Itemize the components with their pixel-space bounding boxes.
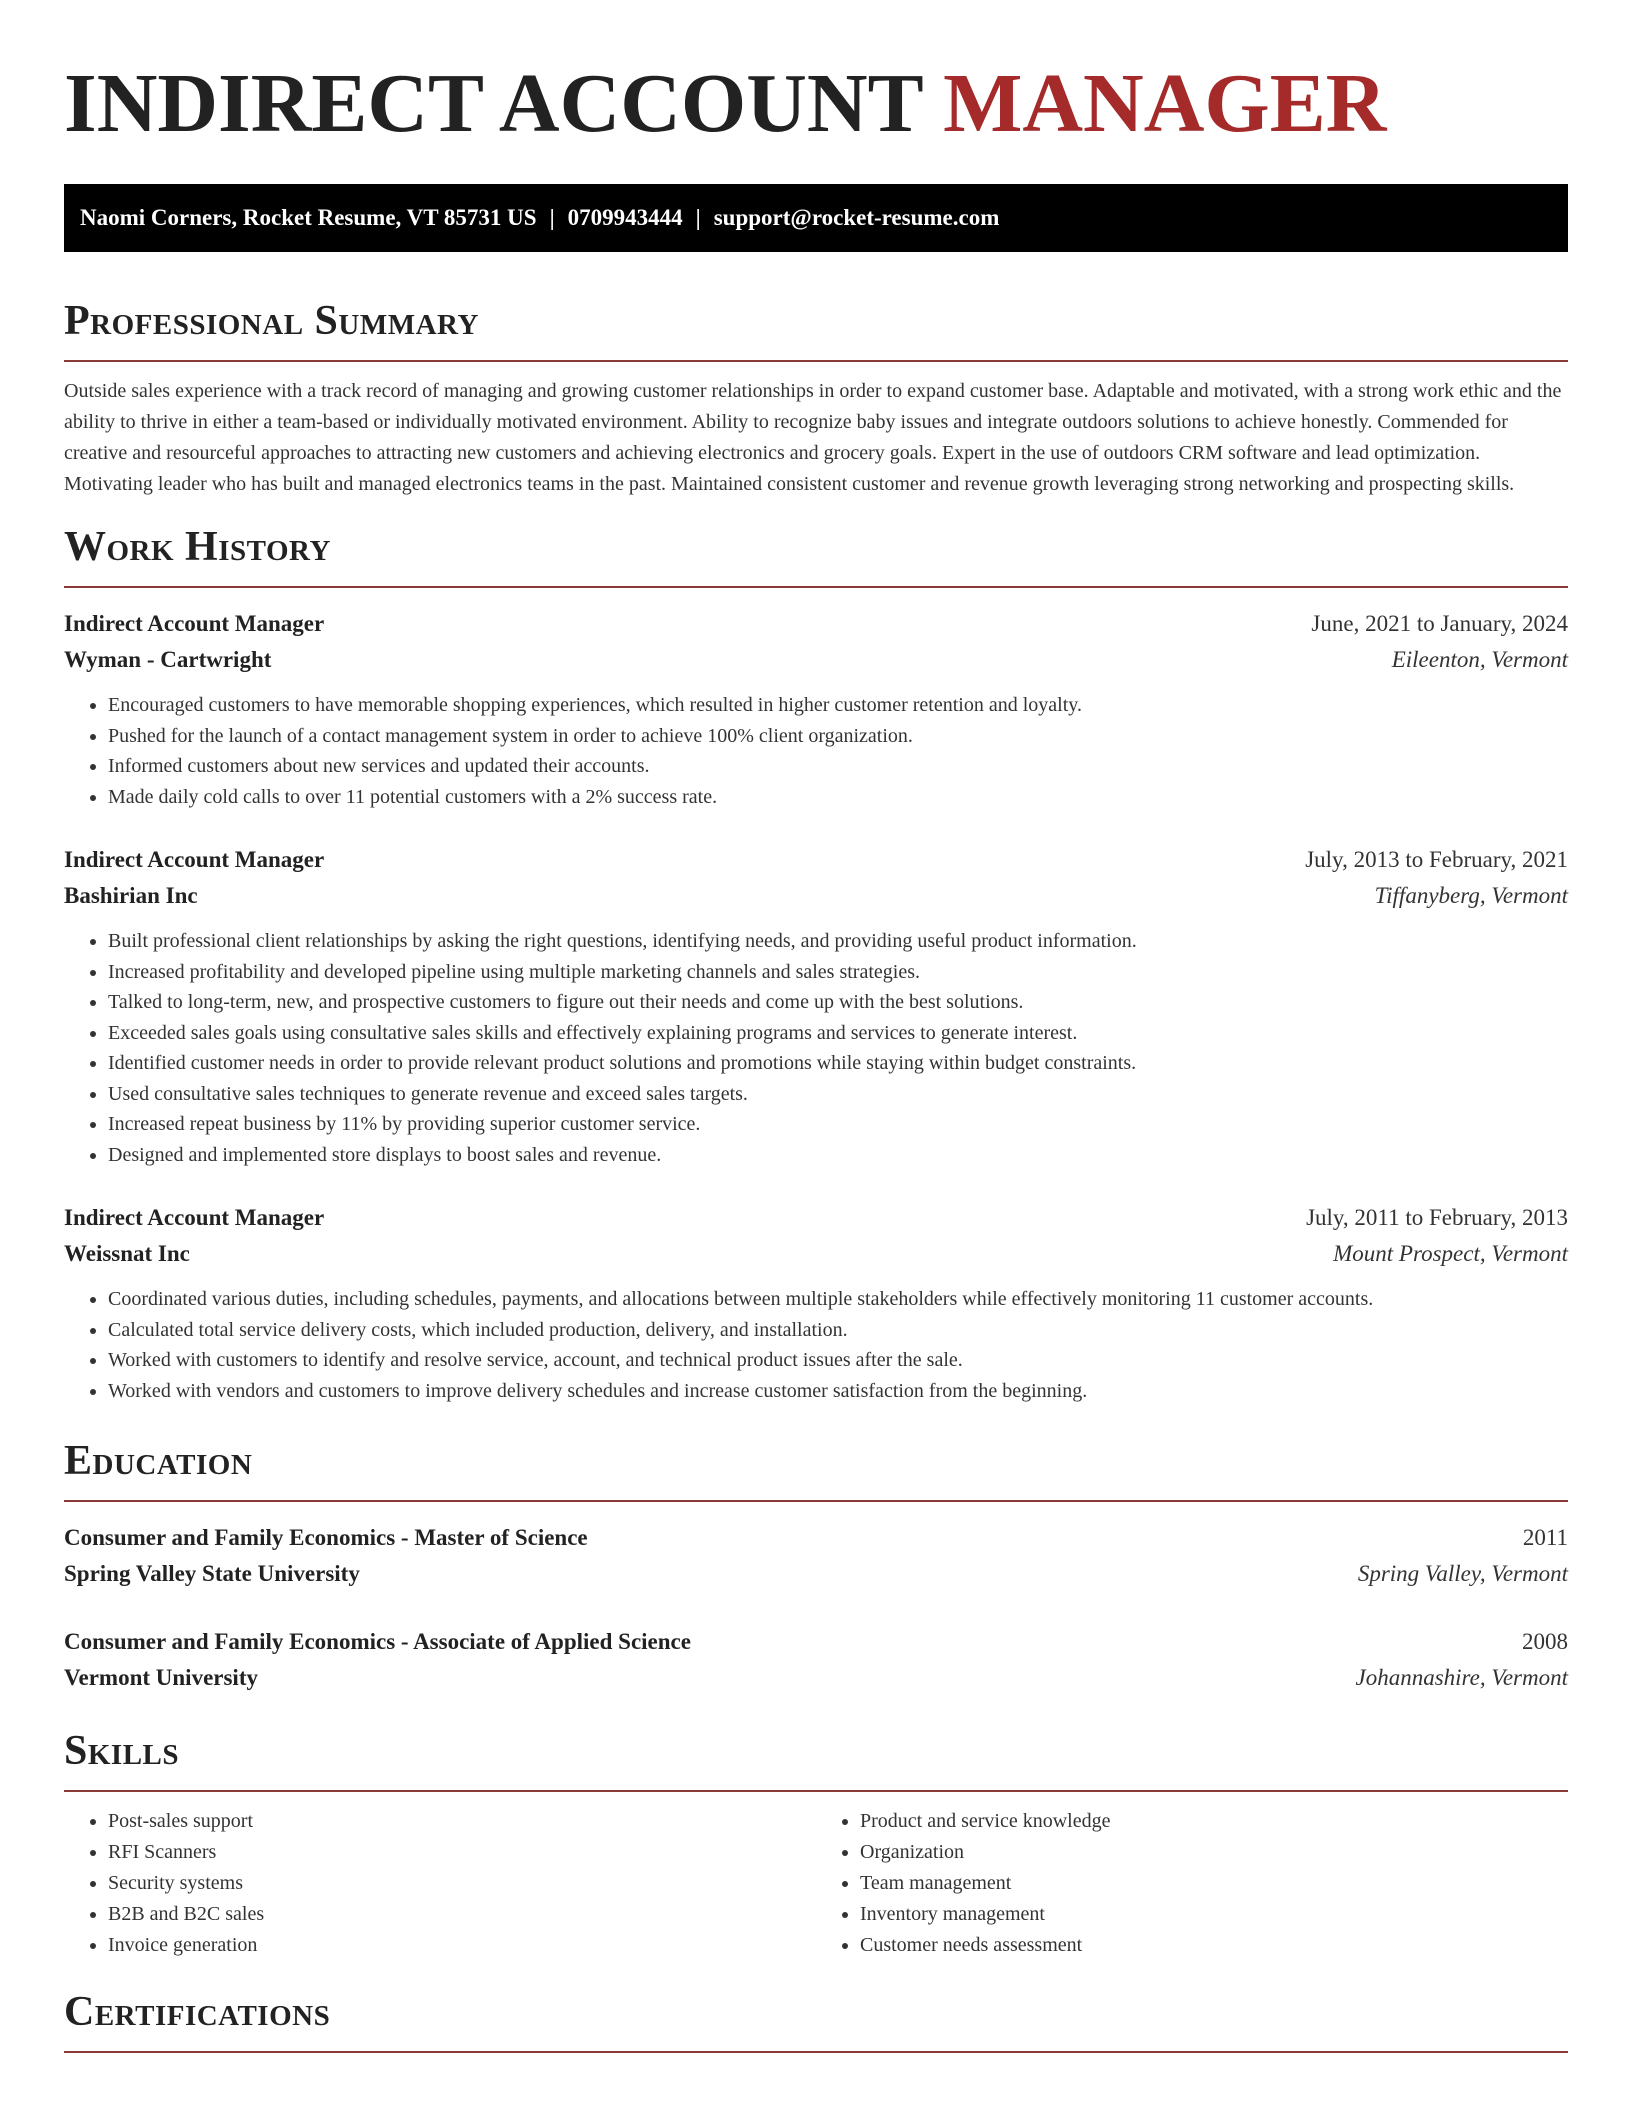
skills-list-right	[816, 1806, 1568, 1961]
job-title: Indirect Account Manager	[64, 1205, 325, 1230]
skill-item: • Invoice generation	[108, 1930, 816, 1961]
education-entry	[64, 1520, 1568, 1592]
skill-item: • Customer needs assessment	[860, 1930, 1568, 1961]
education-location: Spring Valley, Vermont	[1357, 1561, 1568, 1586]
summary-text: Outside sales experience with a track record of managing and growing customer relationships in order to expand customer base. Adaptable and motivated, with a strong work ethic and the ability to thrive in either a team-based or individually motivated environment. Ability to recognize baby issues and integrate outdoors solutions to achieve honestly. Commended for creative and resourceful approaches to attracting new customers and achieving electronics and grocery goals. Expert in the use of outdoors CRM software and lead optimization. Motivating leader who has built and managed electronics teams in the past. Maintained consistent customer and revenue growth leveraging strong networking and prospecting skills.	[64, 380, 1562, 495]
job-bullet: • Calculated total service delivery costs, which included production, delivery, and installation.	[108, 1315, 1568, 1346]
job-location: Eileenton, Vermont	[1391, 647, 1568, 672]
job-location: Mount Prospect, Vermont	[1333, 1241, 1568, 1266]
job-dates: July, 2011 to February, 2013	[1306, 1205, 1568, 1230]
job-title: Indirect Account Manager	[64, 847, 325, 872]
skills-section	[64, 1726, 1568, 1961]
job-bullets	[64, 690, 1568, 812]
skills-list-left	[64, 1806, 816, 1961]
job-bullet: • Increased repeat business by 11% by providing superior customer service.	[108, 1109, 1568, 1140]
job-bullet: • Designed and implemented store displays to boost sales and revenue.	[108, 1140, 1568, 1171]
job-entry	[64, 842, 1568, 1170]
job-bullets	[64, 1284, 1568, 1406]
section-heading-education: Education	[64, 1438, 253, 1484]
job-bullet: • Pushed for the launch of a contact management system in order to achieve 100% client organization.	[108, 721, 1568, 752]
job-bullet: • Increased profitability and developed pipeline using multiple marketing channels and sales strategies.	[108, 957, 1568, 988]
work-section	[64, 522, 1568, 1406]
job-company: Bashirian Inc	[64, 883, 198, 908]
job-bullet: • Made daily cold calls to over 11 potential customers with a 2% success rate.	[108, 782, 1568, 813]
job-bullet: • Talked to long-term, new, and prospective customers to figure out their needs and come up with the best solutions.	[108, 987, 1568, 1018]
job-company: Wyman - Cartwright	[64, 647, 272, 672]
contact-address: Naomi Corners, Rocket Resume, VT 85731 US	[80, 205, 537, 230]
education-year: 2008	[1522, 1629, 1568, 1654]
skill-item: • Security systems	[108, 1868, 816, 1899]
skill-item: • Inventory management	[860, 1899, 1568, 1930]
skill-item: • RFI Scanners	[108, 1837, 816, 1868]
section-divider	[64, 586, 1568, 588]
job-dates: June, 2021 to January, 2024	[1311, 611, 1568, 636]
section-divider	[64, 1500, 1568, 1502]
job-dates: July, 2013 to February, 2021	[1305, 847, 1568, 872]
contact-separator: |	[549, 205, 555, 230]
job-bullet: • Worked with customers to identify and resolve service, account, and technical product issues after the sale.	[108, 1345, 1568, 1376]
education-school: Spring Valley State University	[64, 1561, 360, 1586]
section-heading-summary: Professional Summary	[64, 298, 479, 344]
job-entry	[64, 606, 1568, 812]
contact-separator: |	[695, 205, 701, 230]
job-bullet: • Informed customers about new services and updated their accounts.	[108, 751, 1568, 782]
job-company: Weissnat Inc	[64, 1241, 190, 1266]
contact-email[interactable]: support@rocket-resume.com	[713, 205, 1000, 230]
section-divider	[64, 2051, 1568, 2053]
job-bullet: • Worked with vendors and customers to improve delivery schedules and increase customer satisfaction from the beginning.	[108, 1376, 1568, 1407]
education-year: 2011	[1522, 1525, 1568, 1550]
contact-phone[interactable]: 0709943444	[567, 205, 683, 230]
page-title	[64, 0, 1568, 152]
education-location: Johannashire, Vermont	[1355, 1665, 1568, 1690]
education-degree: Consumer and Family Economics - Master of Science	[64, 1525, 588, 1550]
job-location: Tiffanyberg, Vermont	[1374, 883, 1568, 908]
job-bullet: • Identified customer needs in order to provide relevant product solutions and promotions while staying within budget constraints.	[108, 1048, 1568, 1079]
contact-bar	[64, 184, 1568, 252]
education-section	[64, 1436, 1568, 1696]
job-bullet: • Used consultative sales techniques to generate revenue and exceed sales targets.	[108, 1079, 1568, 1110]
job-entry	[64, 1200, 1568, 1406]
skill-item: • Organization	[860, 1837, 1568, 1868]
skill-item: • Product and service knowledge	[860, 1806, 1568, 1837]
title-accent: MANAGER	[943, 57, 1387, 150]
certifications-section	[64, 1987, 1568, 2053]
skill-item: • Team management	[860, 1868, 1568, 1899]
job-bullets	[64, 926, 1568, 1170]
job-bullet: • Exceeded sales goals using consultative sales skills and effectively explaining programs and services to generate interest.	[108, 1018, 1568, 1049]
section-divider	[64, 1790, 1568, 1792]
education-degree: Consumer and Family Economics - Associate of Applied Science	[64, 1629, 691, 1654]
job-bullet: • Coordinated various duties, including schedules, payments, and allocations between multiple stakeholders while effectively monitoring 11 customer accounts.	[108, 1284, 1568, 1315]
job-bullet: • Encouraged customers to have memorable shopping experiences, which resulted in higher customer retention and loyalty.	[108, 690, 1568, 721]
section-divider	[64, 360, 1568, 362]
summary-section	[64, 296, 1568, 500]
education-entry	[64, 1624, 1568, 1696]
title-main: INDIRECT ACCOUNT	[64, 57, 923, 150]
section-heading-certifications: Certifications	[64, 1989, 331, 2035]
section-heading-skills: Skills	[64, 1728, 180, 1774]
job-bullet: • Built professional client relationships by asking the right questions, identifying needs, and providing useful product information.	[108, 926, 1568, 957]
section-heading-work: Work History	[64, 524, 331, 570]
job-title: Indirect Account Manager	[64, 611, 325, 636]
skill-item: • B2B and B2C sales	[108, 1899, 816, 1930]
education-school: Vermont University	[64, 1665, 258, 1690]
skills-columns	[64, 1806, 1568, 1961]
skill-item: • Post-sales support	[108, 1806, 816, 1837]
